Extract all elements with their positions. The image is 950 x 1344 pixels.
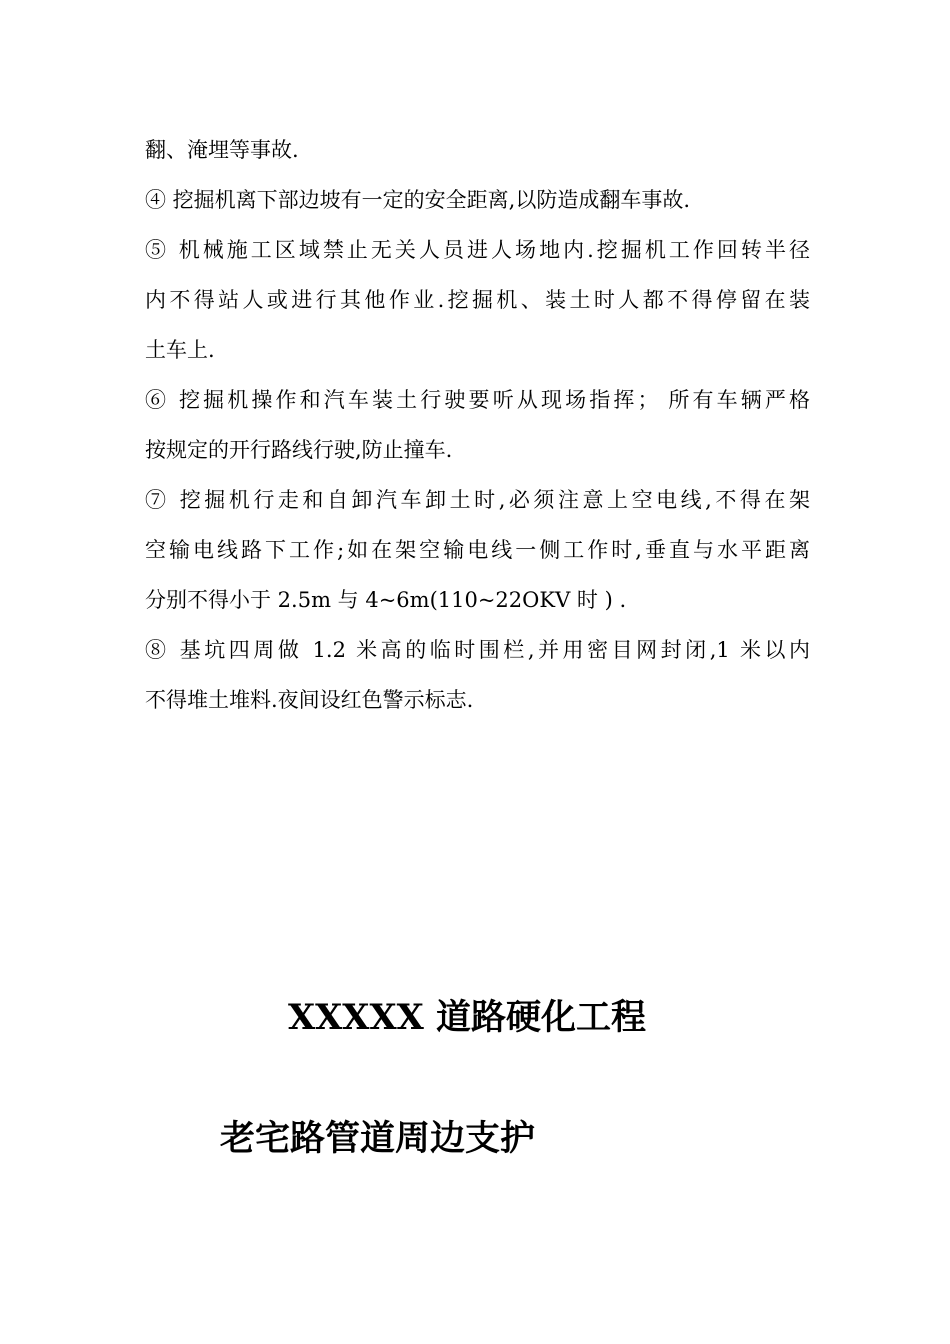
body-line: ⑤ 机械施工区域禁止无关人员进人场地内.挖掘机工作回转半径 [145, 238, 810, 262]
body-line: 翻、淹埋等事故. [145, 138, 299, 162]
body-line: 分别不得小于 2.5m 与 4~6m(110~22OKV 时 ) . [145, 588, 627, 612]
body-line: 不得堆土堆料.夜间设红色警示标志. [145, 688, 474, 712]
body-line: 内不得站人或进行其他作业.挖掘机、装土时人都不得停留在装 [145, 288, 810, 312]
body-line: ⑦ 挖掘机行走和自卸汽车卸土时,必须注意上空电线,不得在架 [145, 488, 810, 512]
body-line: 空输电线路下工作;如在架空输电线一侧工作时,垂直与水平距离 [145, 538, 810, 562]
section-title: 老宅路管道周边支护 [220, 1118, 536, 1159]
body-line: 土车上. [145, 338, 215, 362]
body-line: 按规定的开行路线行驶,防止撞车. [145, 438, 453, 462]
body-line: ⑧ 基坑四周做 1.2 米高的临时围栏,并用密目网封闭,1 米以内 [145, 638, 810, 662]
project-title: XXXXX 道路硬化工程 [288, 997, 646, 1038]
body-line: ⑥ 挖掘机操作和汽车装土行驶要听从现场指挥； 所有车辆严格 [145, 388, 810, 412]
body-line: ④ 挖掘机离下部边坡有一定的安全距离,以防造成翻车事故. [145, 188, 691, 212]
